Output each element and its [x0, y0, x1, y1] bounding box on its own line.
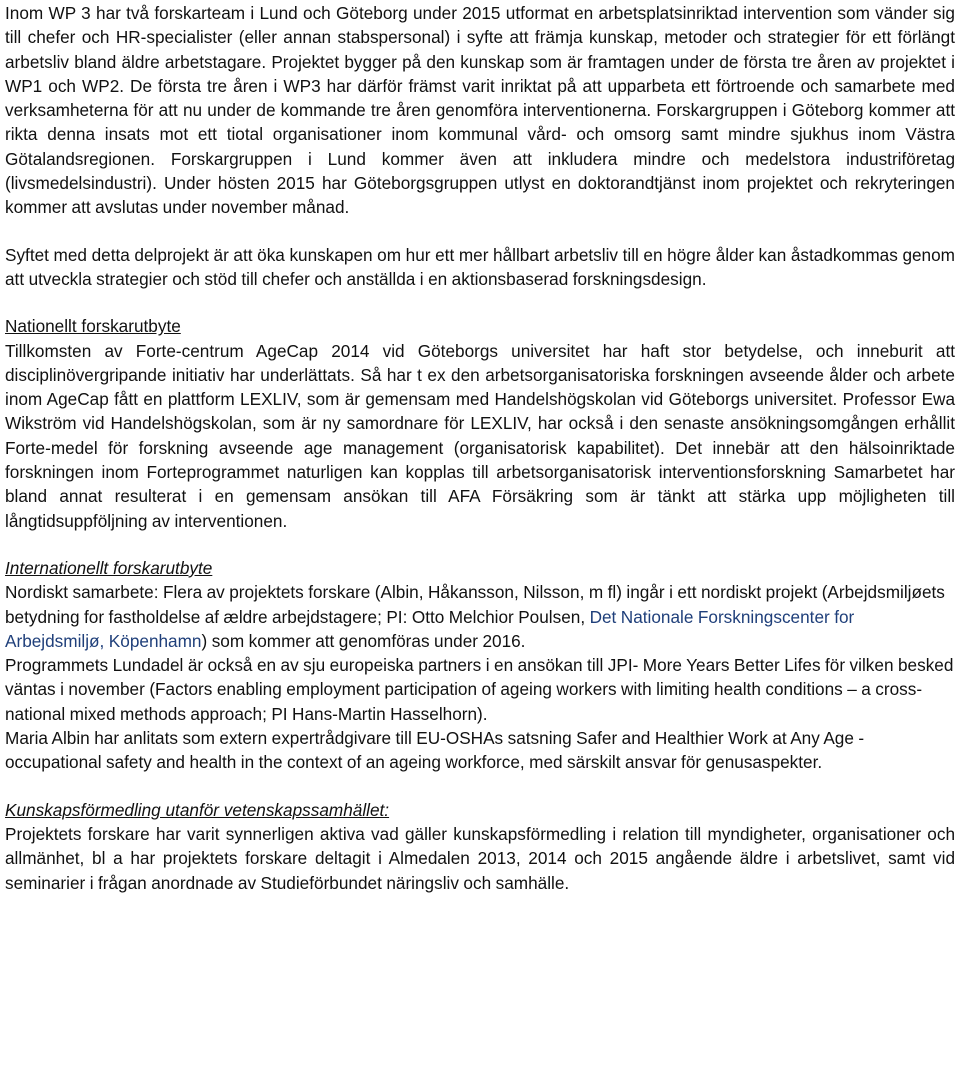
heading-international-exchange: Internationellt forskarutbyte	[5, 557, 213, 578]
paragraph-wp3-intervention: Inom WP 3 har två forskarteam i Lund och Göteborg under 2015 utformat en arbetsplatsinriktad intervention som vänder sig till chefer och HR-specialister (eller annan stabspersonal) i syfte att främja kunskap, metoder och strategier för ett förlängt arbetsliv bland äldre arbetstagare. Projektet bygger på den kunskap som är framtagen under de första tre åren av projektet i WP1 och WP2. De första tre åren i WP3 har därför främst varit inriktat på att upparbeta ett förtroende och samarbete med verksamheterna för att nu under de kommande tre åren genomföra interventionerna. Forskargruppen i Göteborg kommer att rikta denna insats mot ett tiotal organisationer inom kommunal vård- och omsorg samt mindre sjukhus inom Västra Götalandsregionen. Forskargruppen i Lund kommer även att inkludera mindre och medelstora industriföretag (livsmedelsindustri). Under hösten 2015 har Göteborgsgruppen utlyst en doktorandtjänst inom projektet och rekryteringen kommer att avslutas under november månad.	[5, 3, 955, 218]
heading-national-exchange: Nationellt forskarutbyte	[5, 316, 181, 337]
paragraph-lund-jpi: Programmets Lundadel är också en av sju europeiska partners i en ansökan till JPI- More Years Better Lifes för vilken besked väntas i november (Factors enabling employment participation of ageing workers with limiting health conditions – a cross-national mixed methods approach; PI Hans-Martin Hasselhorn).	[5, 655, 954, 724]
paragraph-spacer	[5, 220, 955, 243]
heading-knowledge-dissemination: Kunskapsförmedling utanför vetenskapssamhället:	[5, 799, 390, 820]
nordic-text-before: Nordiskt samarbete: Flera av projektets forskare (Albin, Håkansson, Nilsson, m fl) ingår i ett nordiskt projekt (Arbejdsmiljøets betydning for fastholdelse af ældre arbejdstagere; PI: Otto Melchior Poulsen,	[5, 582, 945, 627]
document-page	[5, 1, 955, 895]
paragraph-albin-eu-osha: Maria Albin har anlitats som extern expertrådgivare till EU-OSHAs satsning Safer and Healthier Work at Any Age - occupational safety and health in the context of an ageing workforce, med särskilt ansvar för genusaspekter.	[5, 728, 865, 773]
paragraph-spacer	[5, 775, 955, 798]
paragraph-knowledge-dissemination: Projektets forskare har varit synnerligen aktiva vad gäller kunskapsförmedling i relation till myndigheter, organisationer och allmänhet, bl a har projektets forskare deltagit i Almedalen 2013, 2014 och 2015 angående äldre i arbetslivet, samt vid seminarier i frågan anordnade av Studieförbundet näringsliv och samhälle.	[5, 823, 955, 893]
nfa-link[interactable]: Det Nationale Forskningscenter for Arbejdsmiljø, Köpenhamn	[5, 606, 855, 651]
paragraph-spacer	[5, 533, 955, 556]
paragraph-purpose: Syftet med detta delprojekt är att öka kunskapen om hur ett mer hållbart arbetsliv till en högre ålder kan åstadkommas genom att utveckla strategier och stöd till chefer och anställda i en aktionsbaserad forskningsdesign.	[5, 244, 955, 289]
paragraph-spacer	[5, 291, 955, 314]
paragraph-nordic-cooperation	[5, 580, 955, 653]
nordic-text-after: ) som kommer att genomföras under 2016.	[201, 630, 526, 651]
paragraph-national-exchange: Tillkomsten av Forte-centrum AgeCap 2014 vid Göteborgs universitet har haft stor betydelse, och inneburit att disciplinövergripande initiativ har underlättats. Så har t ex den arbetsorganisatoriska forskningen avseende ålder och arbete inom AgeCap fått en plattform LEXLIV, som är gemensam med Handelshögskolan vid Göteborgs universitet. Professor Ewa Wikström vid Handelshögskolan, som är ny samordnare för LEXLIV, har också i den senaste ansökningsomgången erhållit Forte-medel för forskning avseende age management (organisatorisk kapabilitet). Det innebär att den hälsoinriktade forskningen inom Forteprogrammet naturligen kan kopplas till arbetsorganisatorisk interventionsforskning Samarbetet har bland annat resulterat i en gemensam ansökan till AFA Försäkring som är tänkt att stärka upp möjligheten till långtidsuppföljning av interventionen.	[5, 340, 955, 531]
